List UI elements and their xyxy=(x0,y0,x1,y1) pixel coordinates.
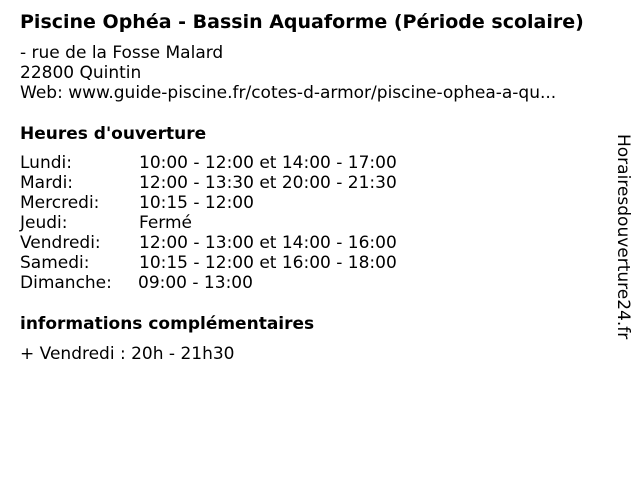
address-city: 22800 Quintin xyxy=(20,63,142,83)
time-value: Fermé xyxy=(139,213,193,233)
time-value: 10:15 - 12:00 et 16:00 - 18:00 xyxy=(139,253,397,273)
day-label: Lundi: xyxy=(20,153,72,173)
page-title: Piscine Ophéa - Bassin Aquaforme (Période scolaire) xyxy=(20,11,584,33)
info-heading: informations complémentaires xyxy=(20,314,315,334)
watermark-text: Horairesdouverture24.fr xyxy=(613,134,633,340)
address-block xyxy=(20,43,556,103)
address-street: - rue de la Fosse Malard xyxy=(20,43,224,63)
time-value: 10:00 - 12:00 et 14:00 - 17:00 xyxy=(139,153,397,173)
address-web: Web: www.guide-piscine.fr/cotes-d-armor/piscine-ophea-a-qu... xyxy=(20,83,557,103)
time-value: 09:00 - 13:00 xyxy=(138,273,253,293)
day-label: Mardi: xyxy=(20,173,74,193)
time-value: 12:00 - 13:30 et 20:00 - 21:30 xyxy=(139,173,397,193)
day-label: Jeudi: xyxy=(20,213,68,233)
info-text: + Vendredi : 20h - 21h30 xyxy=(20,344,235,364)
day-label: Dimanche: xyxy=(20,273,112,293)
time-value: 12:00 - 13:00 et 14:00 - 16:00 xyxy=(139,233,397,253)
day-label: Mercredi: xyxy=(20,193,100,213)
day-label: Vendredi: xyxy=(20,233,101,253)
day-label: Samedi: xyxy=(20,253,90,273)
hours-heading: Heures d'ouverture xyxy=(20,124,207,144)
time-value: 10:15 - 12:00 xyxy=(139,193,254,213)
